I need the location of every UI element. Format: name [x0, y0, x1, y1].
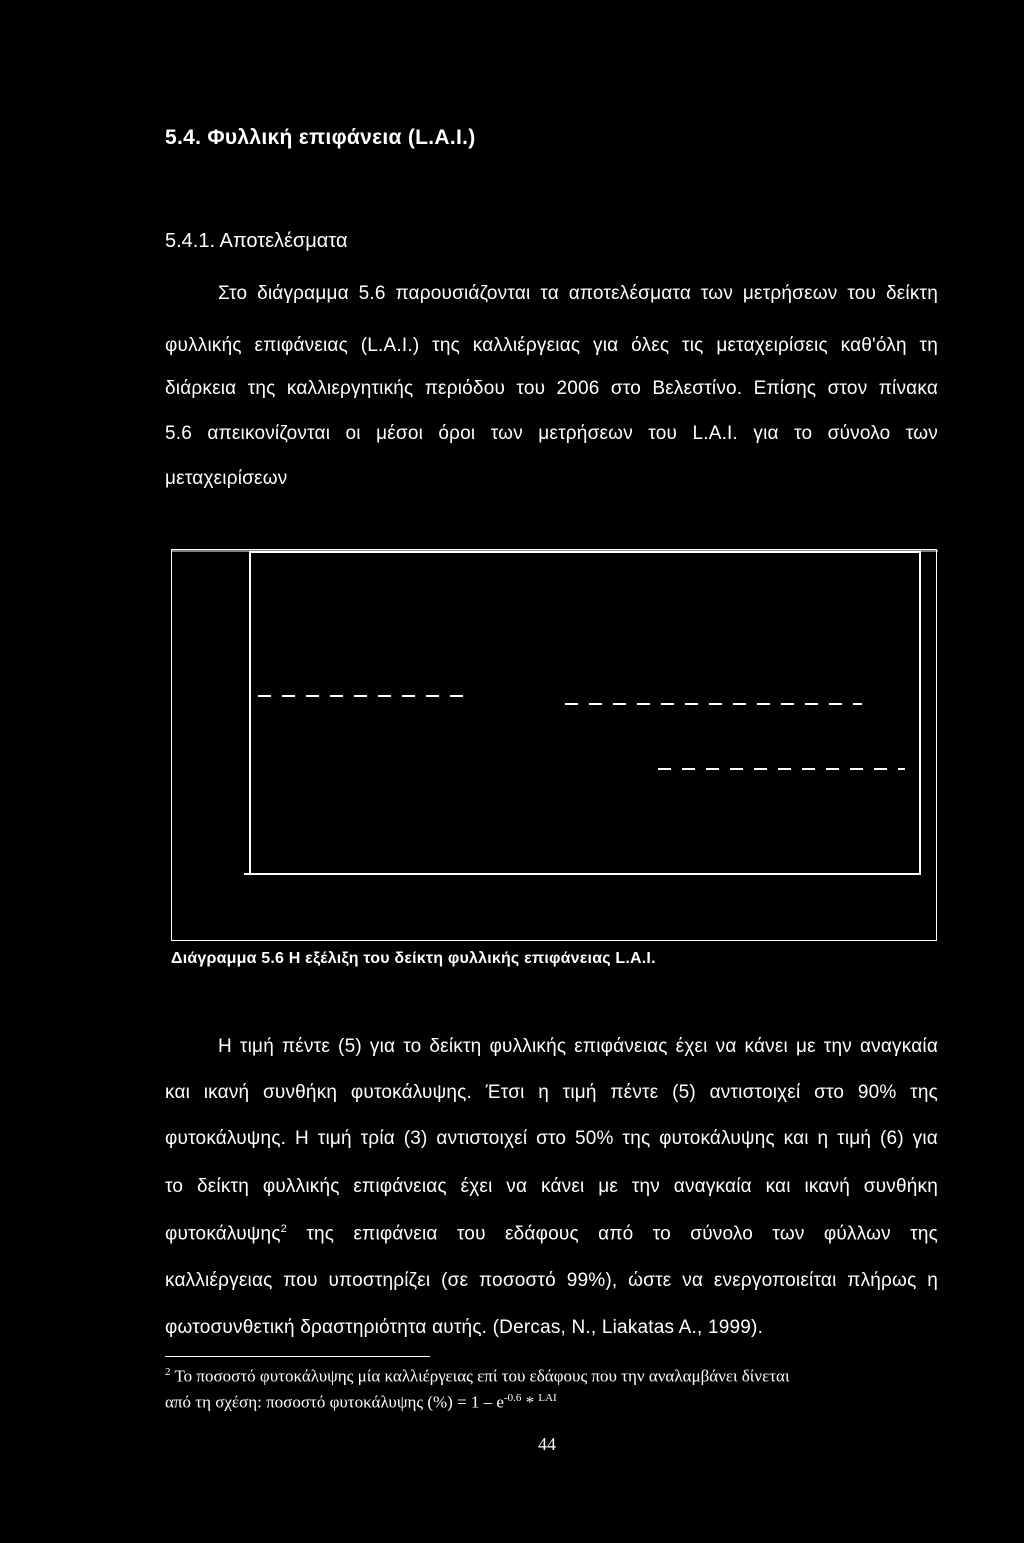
page-number: 44 [538, 1434, 556, 1454]
intro-line: φυλλικής επιφάνειας (L.A.I.) της καλλιέργειας για όλες τις μεταχειρίσεις καθ'όλη τη [165, 335, 938, 356]
footnote-text: από τη σχέση: ποσοστό φυτοκάλυψης (%) = 1 – e [165, 1392, 504, 1412]
footnote-separator [165, 1356, 430, 1357]
footnote-mark: 2 [165, 1366, 171, 1378]
intro-line: μεταχειρίσεων [165, 468, 288, 489]
intro-line: Στο διάγραμμα 5.6 παρουσιάζονται τα αποτελέσματα των μετρήσεων του δείκτη [218, 283, 938, 304]
footnote-line [165, 1392, 557, 1413]
figure-caption: Διάγραμμα 5.6 Η εξέλιξη του δείκτη φυλλικής επιφάνειας L.A.I. [171, 950, 656, 967]
lai-chart [172, 550, 938, 942]
body-paragraph [165, 1036, 938, 1336]
intro-paragraph [165, 283, 938, 493]
intro-line: 5.6 απεικονίζονται οι μέσοι όροι των μετρήσεων του L.A.I. για το σύνολο των [165, 423, 938, 444]
body-line: φωτοσυνθετική δραστηριότητα αυτής. (Dercas, N., Liakatas A., 1999). [165, 1317, 764, 1338]
body-line: φυτοκάλυψης. Η τιμή τρία (3) αντιστοιχεί στο 50% της φυτοκάλυψης και η τιμή (6) για [165, 1128, 938, 1149]
formula-exponent: -0.6 [503, 1392, 522, 1404]
chart-frame [171, 549, 937, 941]
subsection-heading: 5.4.1. Αποτελέσματα [165, 230, 348, 252]
footnote-line [165, 1366, 790, 1387]
body-line: και ικανή συνθήκη φυτοκάλυψης. Έτσι η τιμή πέντε (5) αντιστοιχεί στο 90% της [165, 1082, 938, 1103]
body-line: Η τιμή πέντε (5) για το δείκτη φυλλικής επιφάνειας έχει να κάνει με την αναγκαία [218, 1036, 938, 1057]
body-text: φυτοκάλυψης [165, 1223, 281, 1245]
footnote-reference: 2 [280, 1223, 287, 1235]
footnote-text: Το ποσοστό φυτοκάλυψης μία καλλιέργειας επί του εδάφους που την αναλαμβάνει δίνεται [170, 1366, 790, 1386]
body-line: το δείκτη φυλλικής επιφάνειας έχει να κάνει με την αναγκαία και ικανή συνθήκη [165, 1176, 938, 1197]
intro-line: διάρκεια της καλλιεργητικής περιόδου του 2006 στο Βελεστίνο. Επίσης στον πίνακα [165, 378, 938, 399]
formula-variable: LAI [538, 1392, 557, 1404]
body-line [165, 1223, 938, 1245]
plot-area [250, 552, 920, 874]
formula-operator: * [521, 1392, 539, 1412]
body-text: της επιφάνεια του εδάφους από το σύνολο των φύλλων της [287, 1223, 938, 1245]
body-line: καλλιέργειας που υποστηρίζει (σε ποσοστό 99%), ώστε να ενεργοποιείται πλήρως η [165, 1270, 938, 1291]
section-heading: 5.4. Φυλλική επιφάνεια (L.A.I.) [165, 126, 476, 149]
